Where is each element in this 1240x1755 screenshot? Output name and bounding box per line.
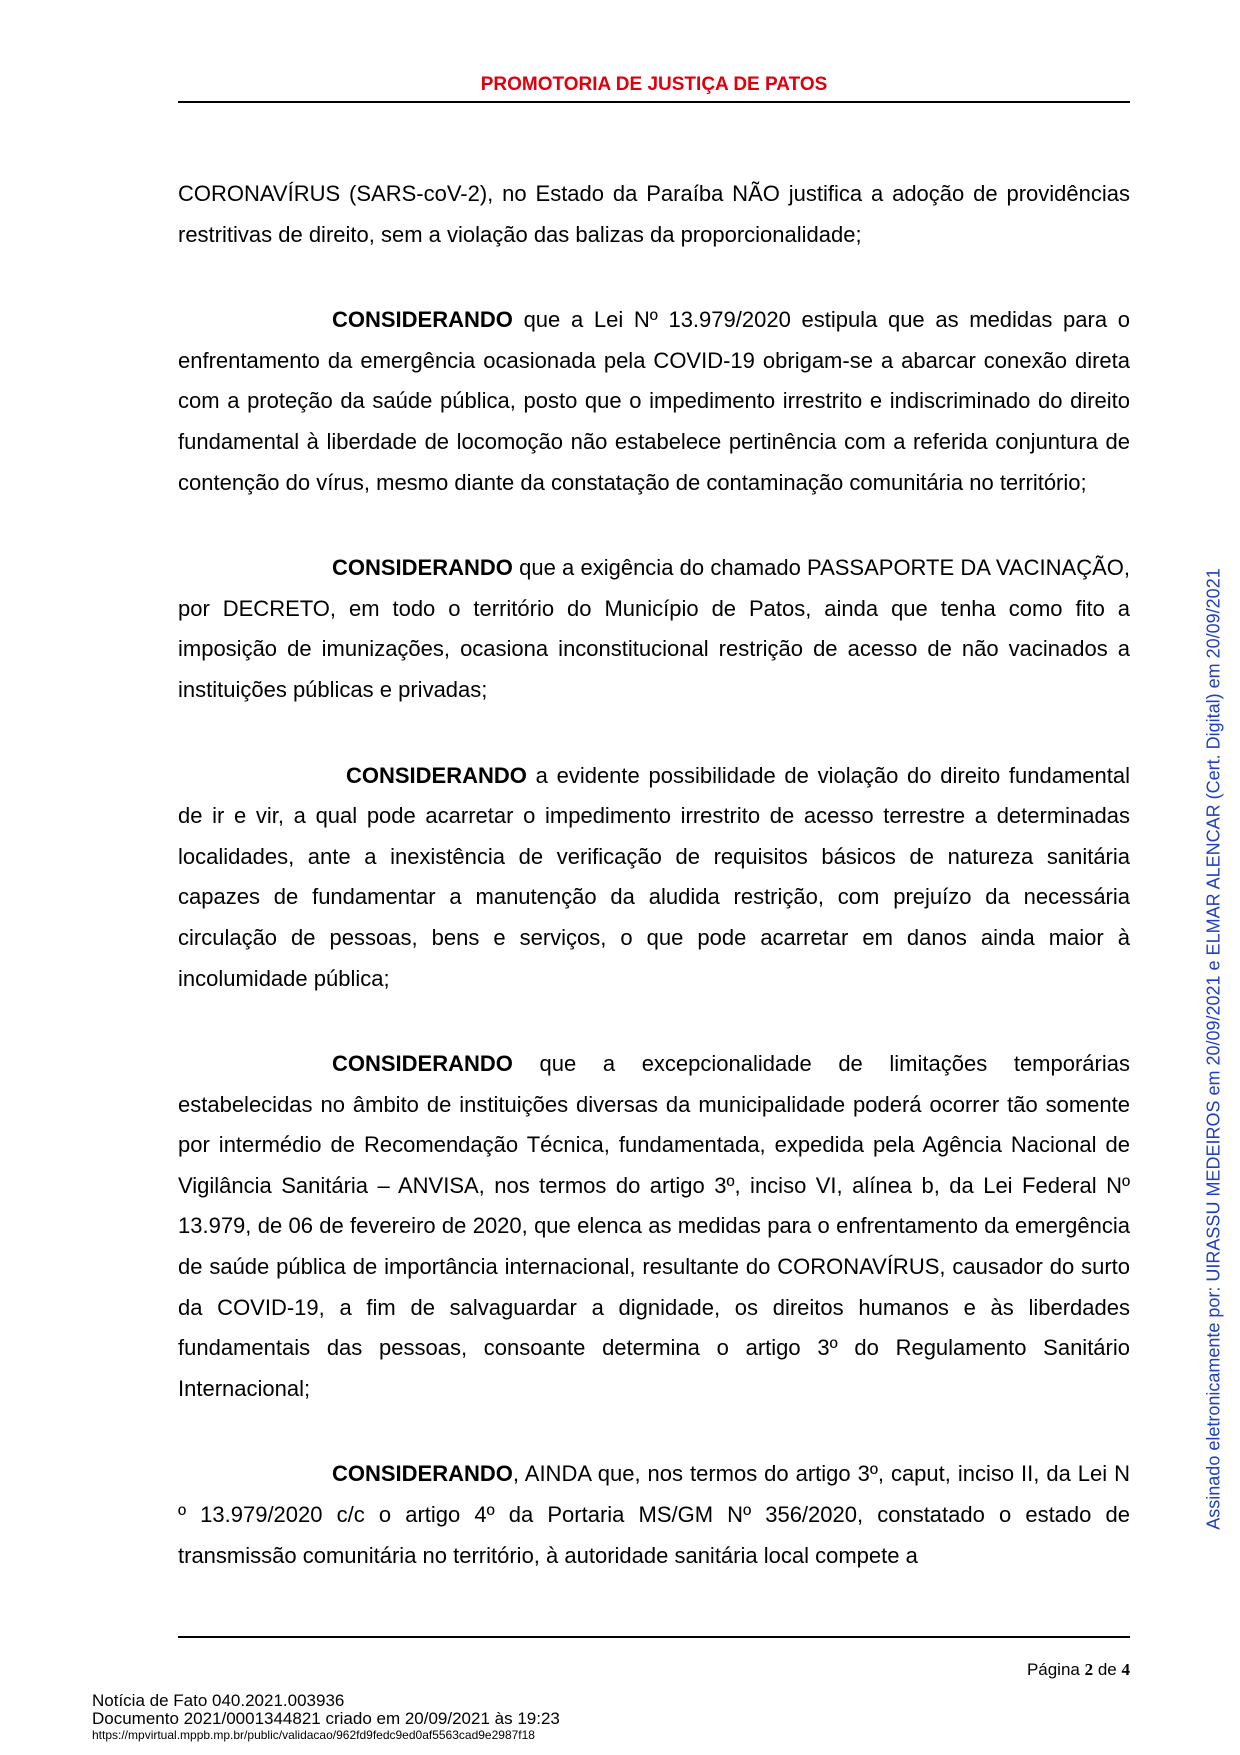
body-paragraph-4: [178, 756, 1130, 1000]
page-separator: de: [1097, 1660, 1117, 1679]
paragraph-text: , AINDA que, nos termos do artigo 3º, caput, inciso II, da Lei N º 13.979/2020 c/c o artigo 4º da Portaria MS/GM Nº 356/2020, constatado o estado de transmissão comunitária no território, à autoridade sanitária local compete a: [178, 1461, 1130, 1568]
paragraph-text: que a exigência do chamado PASSAPORTE DA VACINAÇÃO, por DECRETO, em todo o território do Município de Patos, ainda que tenha como fito a imposição de imunizações, ocasiona inconstitucional restrição de acesso de não vacinados a instituições públicas e privadas;: [178, 555, 1130, 702]
paragraph-lead: CONSIDERANDO: [332, 1051, 513, 1077]
page-label: Página: [1026, 1660, 1080, 1679]
body-paragraph-3: [178, 548, 1130, 710]
page-number: [1010, 1660, 1130, 1680]
footer-divider: [178, 1636, 1130, 1638]
document-footer: [92, 1692, 560, 1742]
header-divider: [178, 101, 1130, 103]
paragraph-text: que a Lei Nº 13.979/2020 estipula que as medidas para o enfrentamento da emergência ocasionada pela COVID-19 obrigam-se a abarcar conexão direta com a proteção da saúde pública, posto que o impedimento irrestrito e indiscriminado do direito fundamental à liberdade de locomoção não estabelece pertinência com a referida conjuntura de contenção do vírus, mesmo diante da constatação de contaminação comunitária no território;: [178, 307, 1130, 495]
footer-validation-link[interactable]: https://mpvirtual.mppb.mp.br/public/validacao/962fd9fedc9ed0af5563cad9e2987f18: [92, 1728, 535, 1742]
footer-document-info: Documento 2021/0001344821 criado em 20/09/2021 às 19:23: [92, 1709, 560, 1728]
paragraph-lead: CONSIDERANDO: [346, 762, 527, 788]
body-paragraph-2: [178, 300, 1130, 503]
electronic-signature-stamp: Assinado eletronicamente por: UIRASSU MEDEIROS em 20/09/2021 e ELMAR ALENCAR (Cert. Digital) em 20/09/2021: [1203, 568, 1224, 1530]
body-paragraph-5: [178, 1044, 1130, 1409]
document-header-title: PROMOTORIA DE JUSTIÇA DE PATOS: [480, 74, 828, 95]
document-body: [178, 174, 1130, 1576]
paragraph-lead: CONSIDERANDO: [332, 1461, 513, 1487]
body-paragraph-6: [178, 1454, 1130, 1576]
paragraph-text: CORONAVÍRUS (SARS-coV-2), no Estado da Paraíba NÃO justifica a adoção de providências restritivas de direito, sem a violação das balizas da proporcionalidade;: [178, 181, 1130, 247]
body-paragraph-1: [178, 174, 1130, 255]
paragraph-text: que a excepcionalidade de limitações temporárias estabelecidas no âmbito de instituições diversas da municipalidade poderá ocorrer tão somente por intermédio de Recomendação Técnica, fundamentada, expedida pela Agência Nacional de Vigilância Sanitária – ANVISA, nos termos do artigo 3º, inciso VI, alínea b, da Lei Federal Nº 13.979, de 06 de fevereiro de 2020, que elenca as medidas para o enfrentamento da emergência de saúde pública de importância internacional, resultante do CORONAVÍRUS, causador do surto da COVID-19, a fim de salvaguardar a dignidade, os direitos humanos e às liberdades fundamentais das pessoas, consoante determina o artigo 3º do Regulamento Sanitário Internacional;: [178, 1051, 1130, 1401]
paragraph-lead: CONSIDERANDO: [332, 307, 513, 333]
footer-case-number: Notícia de Fato 040.2021.003936: [92, 1691, 345, 1710]
paragraph-text: a evidente possibilidade de violação do direito fundamental de ir e vir, a qual pode acarretar o impedimento irrestrito de acesso terrestre a determinadas localidades, ante a inexistência de verificação de requisitos básicos de natureza sanitária capazes de fundamentar a manutenção da aludida restrição, com prejuízo da necessária circulação de pessoas, bens e serviços, o que pode acarretar em danos ainda maior à incolumidade pública;: [178, 762, 1130, 991]
page-current: 2: [1084, 1660, 1094, 1679]
paragraph-lead: CONSIDERANDO: [332, 555, 513, 581]
page-total: 4: [1121, 1660, 1130, 1679]
